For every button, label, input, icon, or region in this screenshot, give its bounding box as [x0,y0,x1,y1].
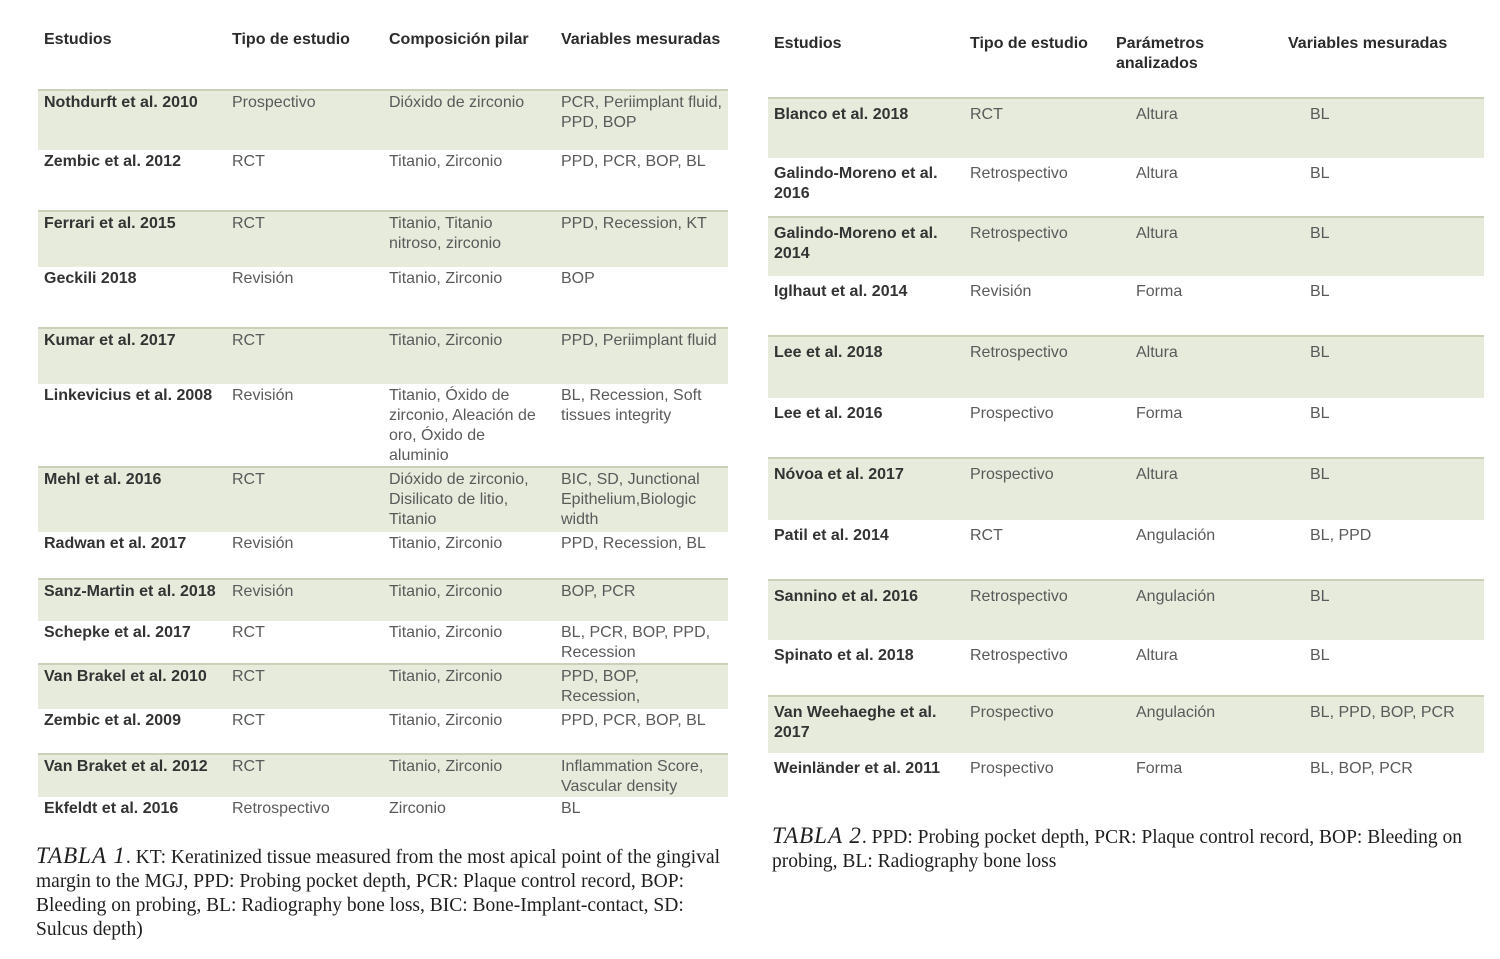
study-cell: Radwan et al. 2017 [44,535,187,552]
table-row [38,328,728,384]
caption-text: . KT: Keratinized tissue measured from the most apical point of the gingival margin to the MGJ, PPD: Probing pocket depth, PCR: Plaque control record, BOP: Bleeding on probing, BL: Radiography bone loss, BIC: Bone-Implant-contact, SD: Sulcus depth) [36,847,721,940]
study-cell: Patil et al. 2014 [774,527,889,544]
table-cell: Altura [1110,217,1282,276]
column-header: Composición pilar [389,31,529,48]
table-row [38,797,728,825]
table-row [768,98,1484,158]
study-cell: Spinato et al. 2018 [774,647,914,664]
table-cell: Altura [1110,336,1282,398]
table-cell: BOP [561,270,595,287]
table-cell: BOP, PCR [555,579,728,621]
study-cell: Galindo-Moreno et al. 2016 [774,165,938,202]
table-header-row [38,22,728,90]
table-cell: Titanio, Zirconio [389,270,503,287]
table-cell: BL [1282,580,1484,640]
table-cell: BL [561,800,581,817]
table-cell: BL, PPD, BOP, PCR [1282,696,1484,753]
table-cell: Inflammation Score, Vascular density [555,754,728,797]
column-header: Estudios [44,31,112,48]
table-cell: Prospectivo [970,760,1054,777]
table-cell: Retrospectivo [232,800,330,817]
table-row [38,664,728,709]
table-cell: Forma [1136,760,1183,777]
table-cell: BL, BOP, PCR [1310,760,1413,777]
column-header: Tipo de estudio [232,31,350,48]
table-cell: PCR, Periimplant fluid, PPD, BOP [555,90,728,150]
table-row [768,753,1484,803]
column-header: Tipo de estudio [970,35,1088,52]
table-cell: Prospectivo [970,405,1054,422]
study-cell: Sanz-Martin et al. 2018 [38,579,226,621]
column-header: Estudios [774,35,842,52]
table-cell: Titanio, Zirconio [389,535,503,552]
study-cell: Zembic et al. 2009 [44,712,181,729]
table-cell: Revisión [970,283,1032,300]
caption-label: TABLA 1 [36,843,126,868]
table-cell: RCT [232,624,265,641]
table-cell: Retrospectivo [970,165,1068,182]
study-cell: Van Braket et al. 2012 [38,754,226,797]
studies-table-1 [38,22,728,825]
table-cell: Altura [1110,458,1282,520]
table-cell: Angulación [1110,580,1282,640]
table-cell: BL [1310,283,1330,300]
table-cell: Revisión [226,579,383,621]
table-row [38,532,728,579]
study-cell: Kumar et al. 2017 [38,328,226,384]
table-2-panel [768,26,1484,803]
table-cell: RCT [226,664,383,709]
table-cell: Retrospectivo [964,217,1110,276]
table-cell: Titanio, Zirconio [389,624,503,641]
table-cell: BL [1282,98,1484,158]
table-row [38,90,728,150]
table-cell: BL [1310,165,1330,182]
table-row [38,754,728,797]
table-cell: Prospectivo [964,696,1110,753]
table-cell: Revisión [232,270,294,287]
table-cell: Forma [1136,283,1183,300]
study-cell: Nothdurft et al. 2010 [38,90,226,150]
study-cell: Ferrari et al. 2015 [38,211,226,267]
study-cell: Mehl et al. 2016 [38,467,226,532]
table-row [38,150,728,211]
table-cell: RCT [226,754,383,797]
table-cell: BL, PPD [1310,527,1372,544]
table-cell: Titanio, Zirconio [383,328,555,384]
table-header-row [768,26,1484,98]
study-cell: Van Weehaeghe et al. 2017 [768,696,964,753]
table-cell: BL, Recession, Soft tissues integrity [561,387,702,424]
table-cell: Altura [1110,98,1282,158]
table-cell: PPD, PCR, BOP, BL [561,712,706,729]
table-cell: Retrospectivo [970,647,1068,664]
table-cell: Altura [1136,165,1178,182]
table-cell: BL [1282,458,1484,520]
table-cell: Titanio, Zirconio [383,754,555,797]
table-cell: RCT [226,328,383,384]
table-cell: Titanio, Zirconio [383,664,555,709]
study-cell: Galindo-Moreno et al. 2014 [768,217,964,276]
table-cell: Titanio, Zirconio [383,579,555,621]
table-cell: RCT [226,211,383,267]
table-cell: Revisión [232,535,294,552]
table-cell: Retrospectivo [964,336,1110,398]
table-cell: PPD, BOP, Recession, [555,664,728,709]
table-1-caption [36,844,736,942]
table-cell: Prospectivo [964,458,1110,520]
table-row [768,398,1484,458]
study-cell: Sannino et al. 2016 [768,580,964,640]
table-row [768,458,1484,520]
study-cell: Ekfeldt et al. 2016 [44,800,179,817]
column-header: Variables mesuradas [1288,35,1448,52]
study-cell: Lee et al. 2018 [768,336,964,398]
study-cell: Linkevicius et al. 2008 [44,387,213,404]
table-cell: BL [1282,217,1484,276]
table-row [38,709,728,754]
table-2-caption [772,824,1472,874]
table-row [768,640,1484,696]
table-cell: Revisión [232,387,294,404]
study-cell: Nóvoa et al. 2017 [768,458,964,520]
table-row [38,621,728,664]
table-row [768,336,1484,398]
column-header: Variables mesuradas [561,31,721,48]
table-cell: PPD, Recession, BL [561,535,706,552]
table-cell: PPD, Recession, KT [555,211,728,267]
table-cell: RCT [964,98,1110,158]
table-cell: BL [1310,647,1330,664]
table-row [38,579,728,621]
study-cell: Iglhaut et al. 2014 [774,283,908,300]
table-cell: Titanio, Zirconio [389,712,503,729]
table-cell: Angulación [1110,696,1282,753]
table-cell: Altura [1136,647,1178,664]
table-cell: Zirconio [389,800,446,817]
table-row [768,158,1484,217]
caption-label: TABLA 2 [772,823,862,848]
table-cell: RCT [226,467,383,532]
table-cell: PPD, PCR, BOP, BL [561,153,706,170]
table-row [38,384,728,467]
table-cell: Angulación [1136,527,1216,544]
study-cell: Schepke et al. 2017 [44,624,191,641]
study-cell: Van Brakel et al. 2010 [38,664,226,709]
table-cell: BL [1310,405,1330,422]
study-cell: Lee et al. 2016 [774,405,883,422]
study-cell: Blanco et al. 2018 [768,98,964,158]
study-cell: Weinländer et al. 2011 [774,760,941,777]
table-cell: Titanio, Zirconio [389,153,503,170]
table-row [38,267,728,328]
table-row [768,696,1484,753]
column-header: Parámetros analizados [1116,35,1205,72]
table-cell: RCT [970,527,1003,544]
table-cell: Prospectivo [226,90,383,150]
table-row [38,211,728,267]
table-row [768,520,1484,580]
table-cell: Retrospectivo [964,580,1110,640]
table-row [768,217,1484,276]
study-cell: Geckili 2018 [44,270,137,287]
table-cell: RCT [232,153,265,170]
table-cell: Dióxido de zirconio, Disilicato de litio, Titanio [383,467,555,532]
table-cell: BIC, SD, Junctional Epithelium,Biologic width [555,467,728,532]
table-cell: BL [1282,336,1484,398]
table-row [38,467,728,532]
study-cell: Zembic et al. 2012 [44,153,181,170]
table-row [768,580,1484,640]
studies-table-2 [768,26,1484,803]
table-row [768,276,1484,336]
table-cell: BL, PCR, BOP, PPD, Recession [561,624,711,661]
caption-text: . PPD: Probing pocket depth, PCR: Plaque control record, BOP: Bleeding on probing, BL: Radiography bone loss [772,827,1462,872]
table-cell: RCT [232,712,265,729]
table-cell: Dióxido de zirconio [383,90,555,150]
table-cell: Titanio, Titanio nitroso, zirconio [383,211,555,267]
table-cell: Titanio, Óxido de zirconio, Aleación de oro, Óxido de aluminio [389,387,536,464]
table-1-panel [38,22,728,825]
table-cell: Forma [1136,405,1183,422]
table-cell: PPD, Periimplant fluid [555,328,728,384]
